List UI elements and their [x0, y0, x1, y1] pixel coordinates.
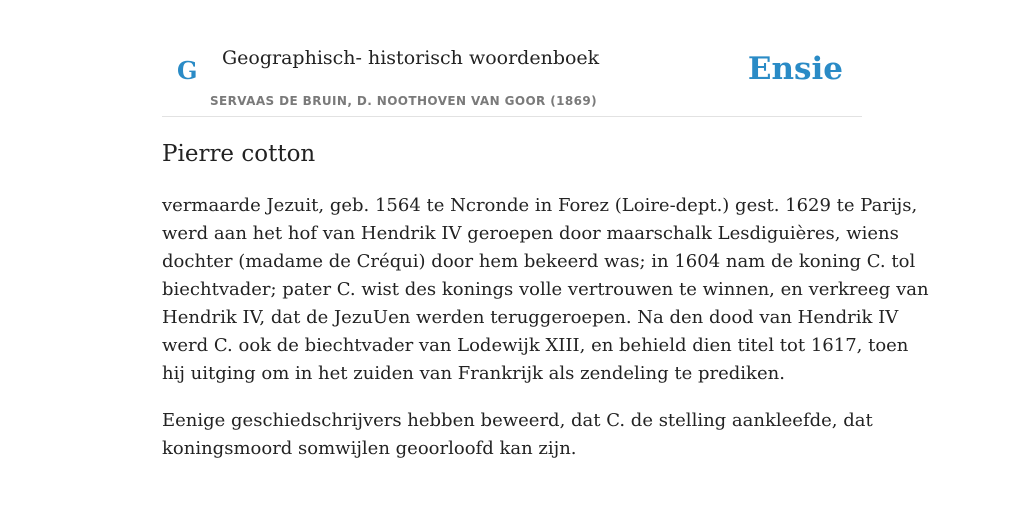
paragraph-line: Hendrik IV, dat de JezuUen werden teruggeroepen. Na den dood van Hendrik IV [162, 307, 899, 328]
entry-paragraph [162, 407, 873, 463]
paragraph-line: koningsmoord somwijlen geoorloofd kan zijn. [162, 438, 577, 459]
paragraph-line: werd aan het hof van Hendrik IV geroepen door maarschalk Lesdiguières, wiens [162, 223, 899, 244]
paragraph-line: hij uitging om in het zuiden van Frankrijk als zendeling te prediken. [162, 363, 785, 384]
paragraph-line: dochter (madame de Créqui) door hem bekeerd was; in 1604 nam de koning C. tol [162, 251, 916, 272]
paragraph-line: Eenige geschiedschrijvers hebben beweerd, dat C. de stelling aankleefde, dat [162, 410, 873, 431]
book-header [162, 0, 862, 117]
book-author: SERVAAS DE BRUIN, D. NOOTHOVEN VAN GOOR (1869) [210, 94, 598, 108]
book-initial-icon[interactable]: G [177, 56, 198, 85]
entry-title: Pierre cotton [162, 141, 316, 167]
entry-paragraph [162, 192, 929, 388]
paragraph-line: vermaarde Jezuit, geb. 1564 te Ncronde in Forez (Loire-dept.) gest. 1629 te Parijs, [162, 195, 918, 216]
paragraph-line: werd C. ook de biechtvader van Lodewijk XIII, en behield dien titel tot 1617, toen [162, 335, 909, 356]
paragraph-line: biechtvader; pater C. wist des konings volle vertrouwen te winnen, en verkreeg van [162, 279, 929, 300]
book-title-link[interactable]: Geographisch- historisch woordenboek [222, 47, 600, 69]
ensie-logo-link[interactable]: Ensie [747, 51, 843, 87]
entry-body [162, 192, 929, 482]
